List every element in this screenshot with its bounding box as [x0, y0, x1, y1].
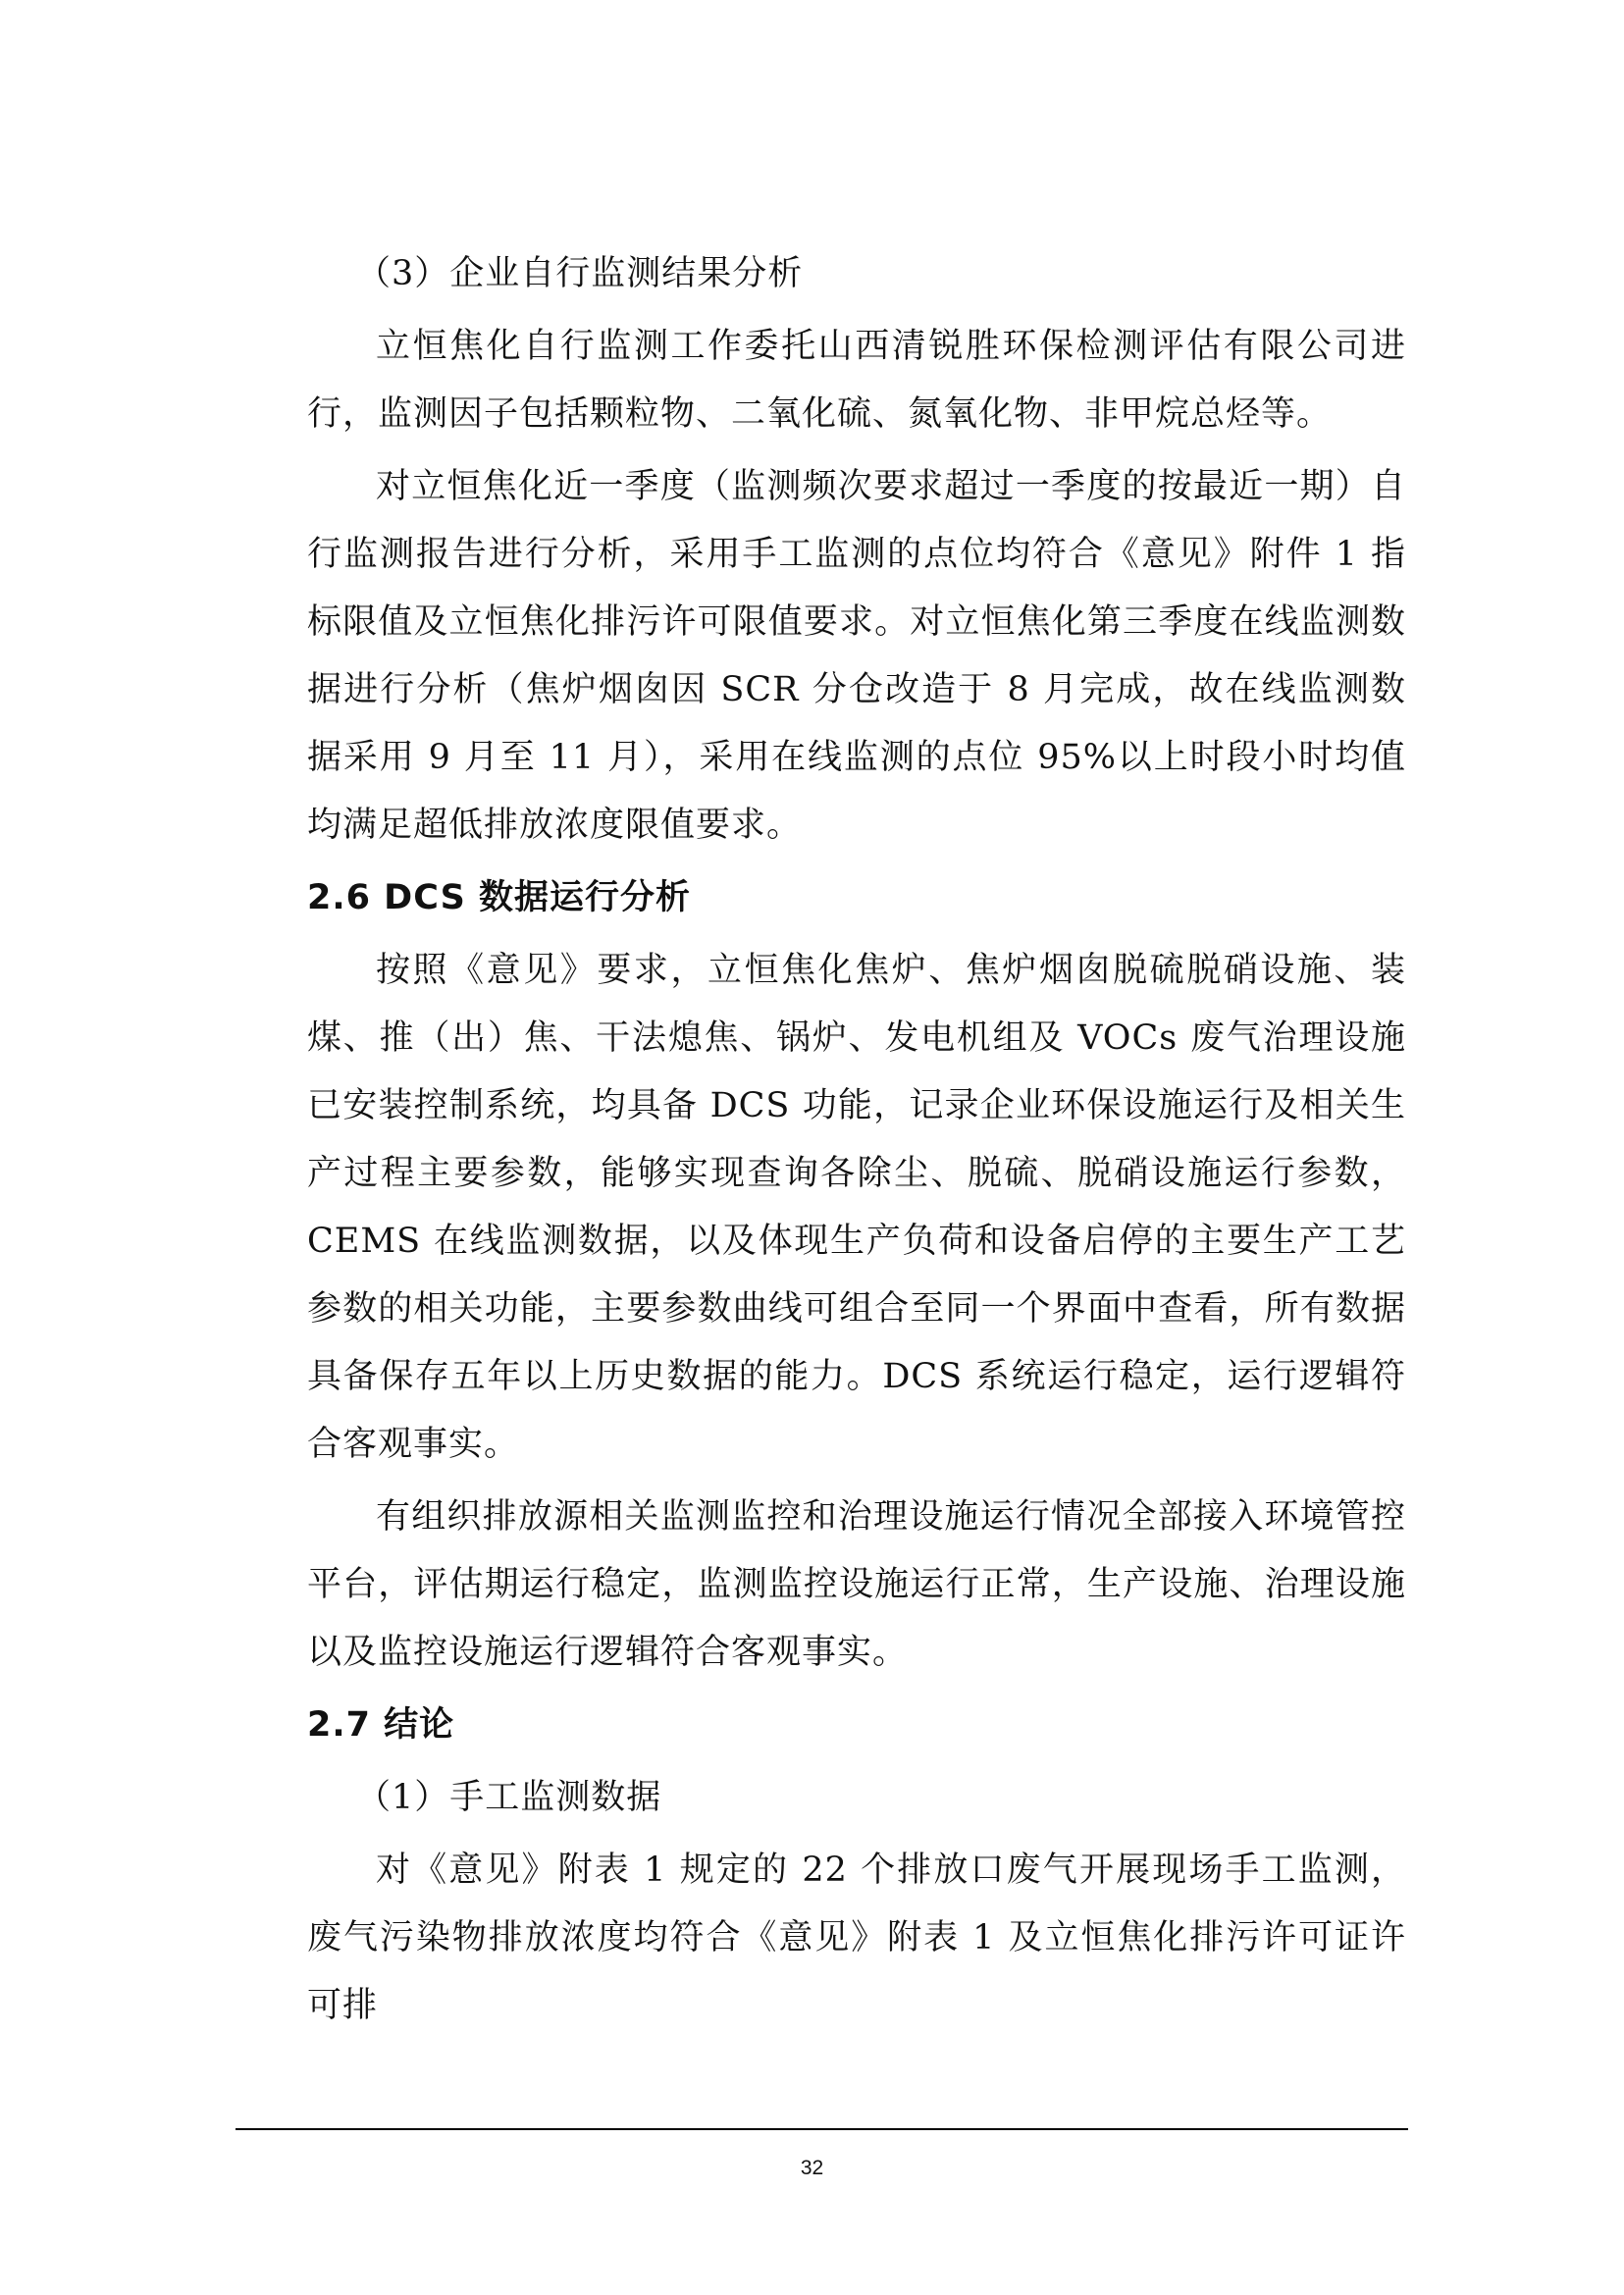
page-content — [307, 240, 1406, 2045]
heading-dcs-analysis: 2.6 DCS 数据运行分析 — [307, 878, 691, 917]
footer-divider — [236, 2128, 1408, 2130]
page-number: 32 — [800, 2157, 824, 2179]
paragraph-dcs-function: 按照《意见》要求，立恒焦化焦炉、焦炉烟囱脱硫脱硝设施、装煤、推（出）焦、干法熄焦、锅炉、发电机组及 VOCs 废气治理设施已安装控制系统，均具备 DCS 功能，记录企业环保设施运行及相关生产过程主要参数，能够实现查询各除尘、脱硫、脱硝设施运行参数，CEMS 在线监测数据，以及体现生产负荷和设备启停的主要生产工艺参数的相关功能，主要参数曲线可组合至同一个界面中查看，所有数据具备保存五年以上历史数据的能力。DCS 系统运行稳定，运行逻辑符合客观事实。 — [307, 951, 1406, 1464]
heading-conclusion: 2.7 结论 — [307, 1705, 455, 1745]
section-heading-self-monitoring: （3）企业自行监测结果分析 — [356, 254, 804, 293]
subheading-manual-monitoring: （1）手工监测数据 — [356, 1778, 662, 1817]
paragraph-platform-access: 有组织排放源相关监测监控和治理设施运行情况全部接入环境管控平台，评估期运行稳定，监测监控设施运行正常，生产设施、治理设施以及监控设施运行逻辑符合客观事实。 — [307, 1497, 1406, 1672]
paragraph-manual-monitoring-result: 对《意见》附表 1 规定的 22 个排放口废气开展现场手工监测，废气污染物排放浓度均符合《意见》附表 1 及立恒焦化排污许可证许可排 — [307, 1851, 1406, 2025]
paragraph-entrusted-monitoring: 立恒焦化自行监测工作委托山西清锐胜环保检测评估有限公司进行，监测因子包括颗粒物、二氧化硫、氮氧化物、非甲烷总烃等。 — [307, 327, 1406, 434]
paragraph-quarterly-analysis: 对立恒焦化近一季度（监测频次要求超过一季度的按最近一期）自行监测报告进行分析，采用手工监测的点位均符合《意见》附件 1 指标限值及立恒焦化排污许可限值要求。对立恒焦化第三季度在线监测数据进行分析（焦炉烟囱因 SCR 分仓改造于 8 月完成，故在线监测数据采用 9 月至 11 月），采用在线监测的点位 95%以上时段小时均值均满足超低排放浓度限值要求。 — [307, 467, 1406, 845]
